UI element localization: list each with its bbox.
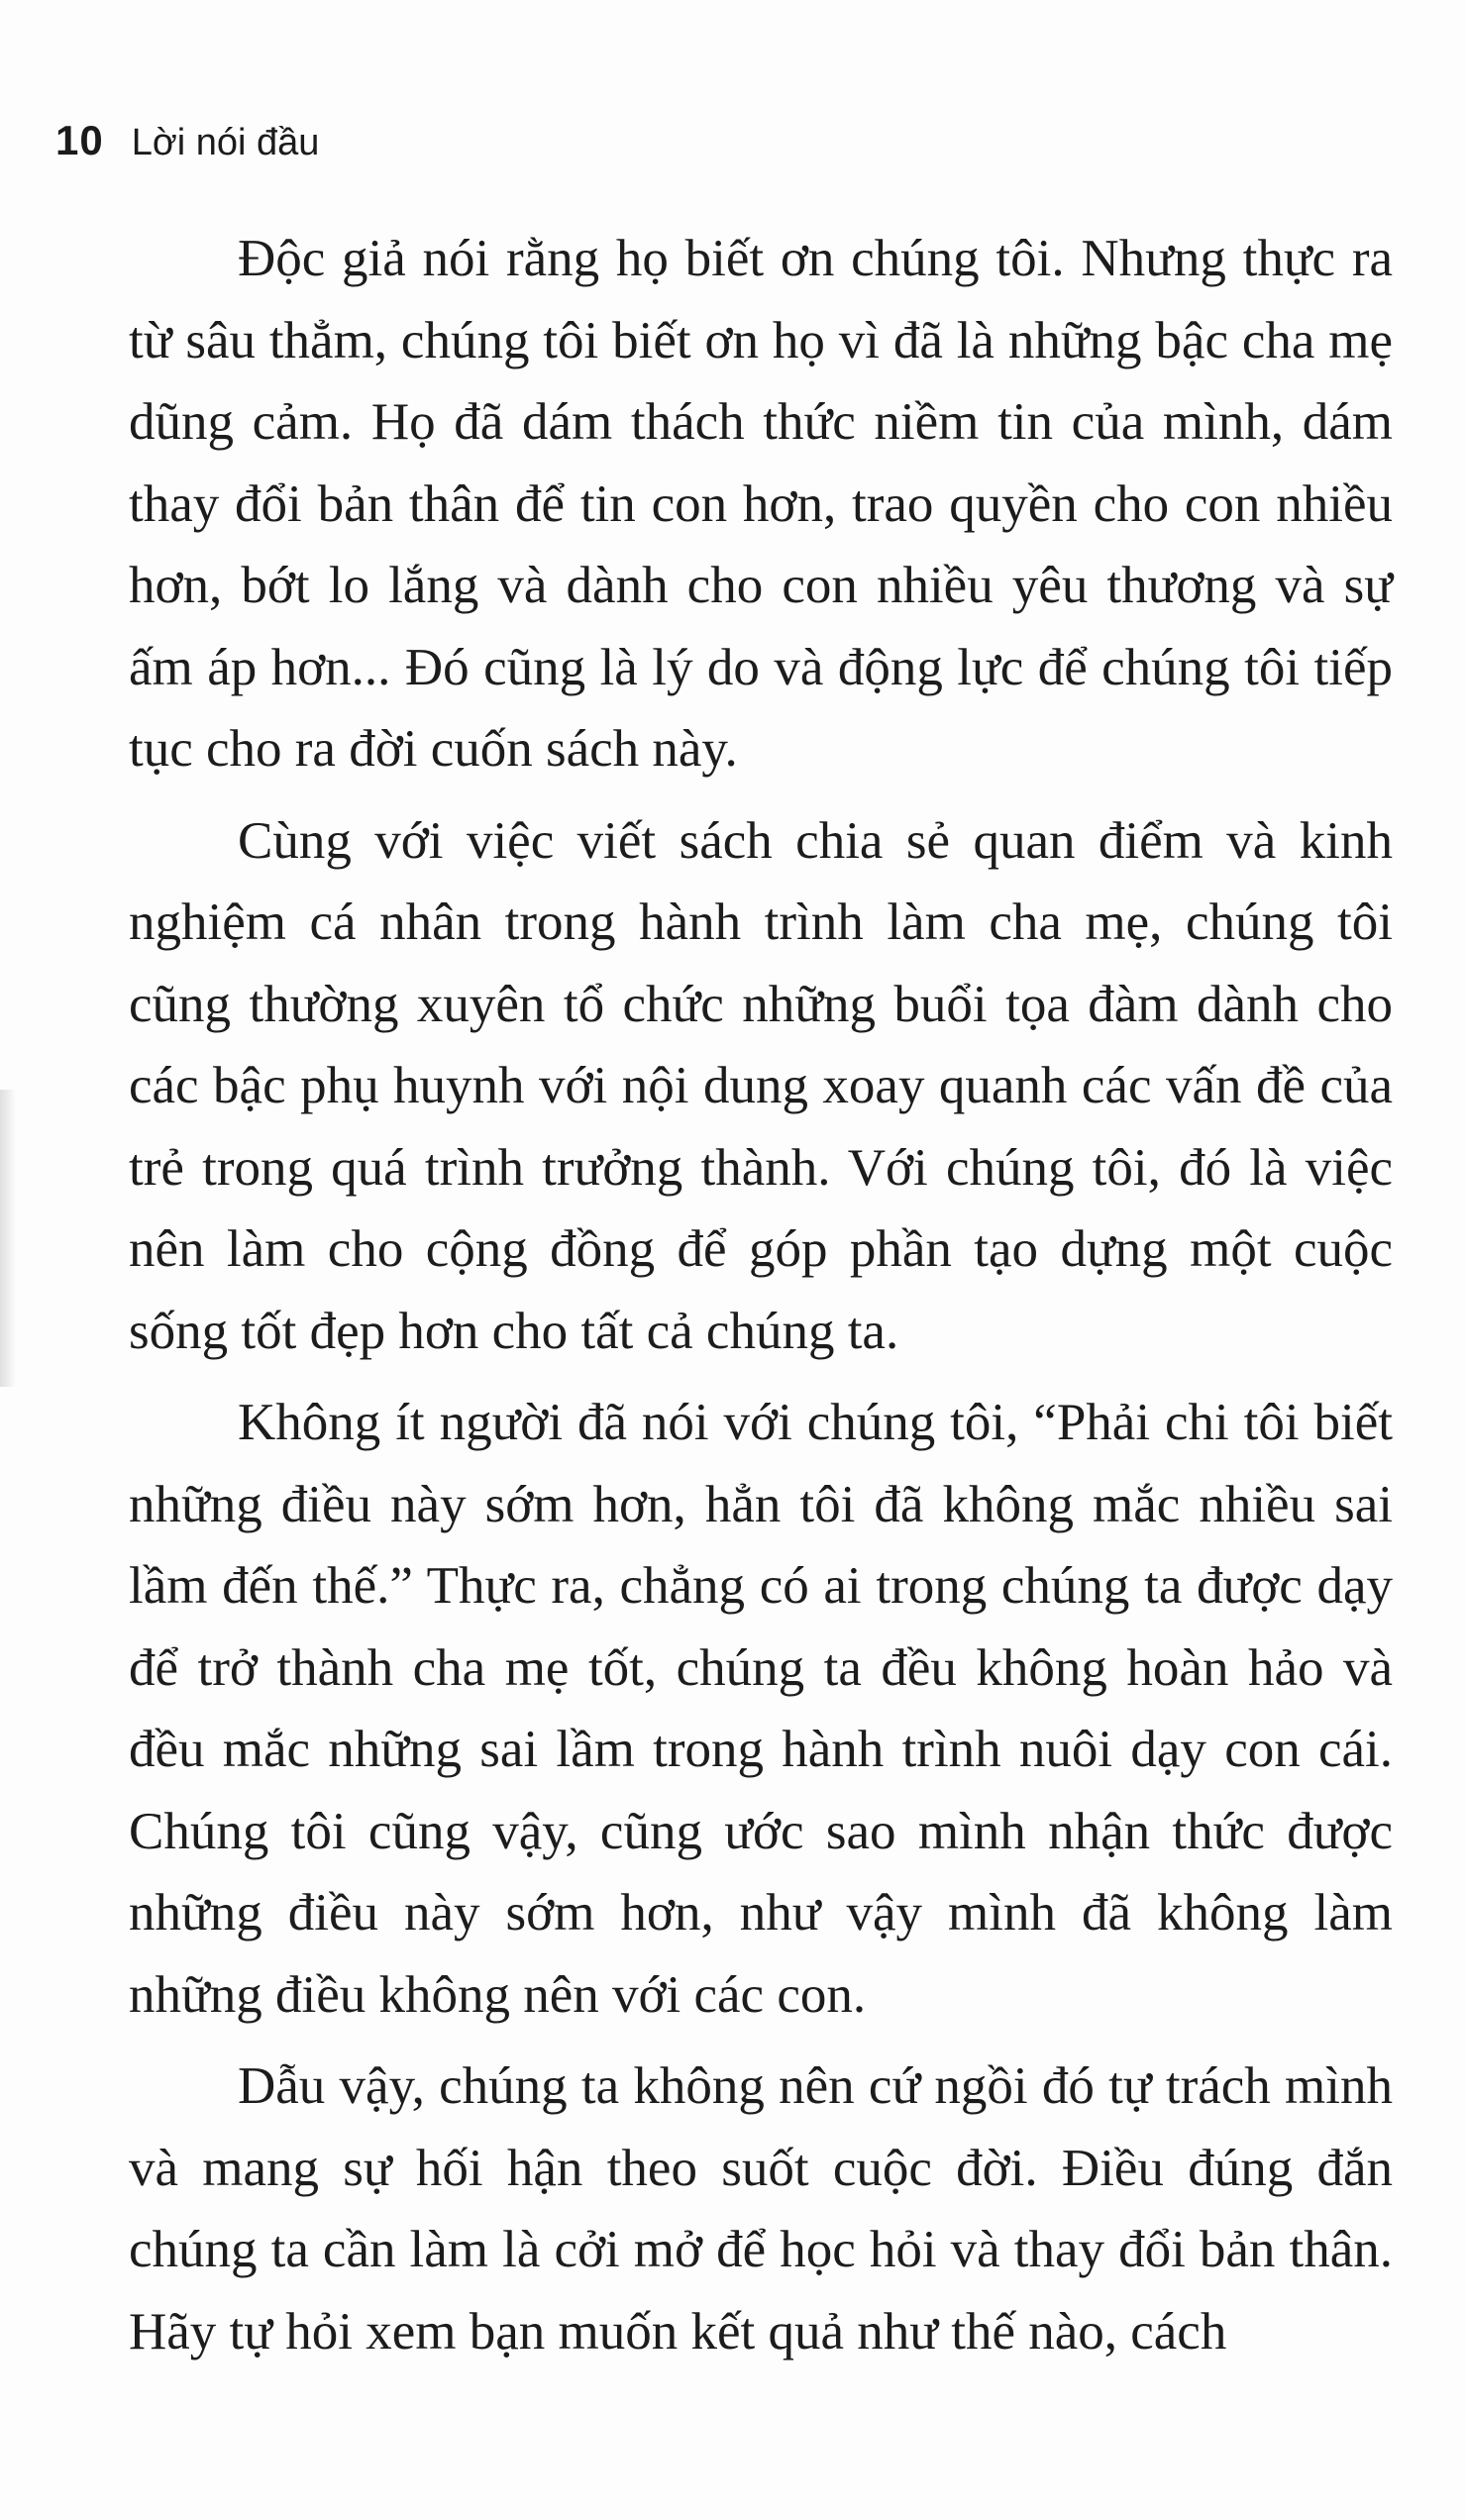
- section-title: Lời nói đầu: [131, 122, 320, 163]
- paragraph: Độc giả nói rằng họ biết ơn chúng tôi. Nhưng thực ra từ sâu thẳm, chúng tôi biết ơn họ vì đã là những bậc cha mẹ dũng cảm. Họ đã dám thách thức niềm tin của mình, dám thay đổi bản thân để tin con hơn, trao quyền cho con nhiều hơn, bớt lo lắng và dành cho con nhiều yêu thương và sự ấm áp hơn... Đó cũng là lý do và động lực để chúng tôi tiếp tục cho ra đời cuốn sách này.: [129, 230, 1393, 778]
- body-text: [129, 218, 1393, 2382]
- page-edge-shadow: [0, 1090, 16, 1387]
- paragraph: Dẫu vậy, chúng ta không nên cứ ngồi đó tự trách mình và mang sự hối hận theo suốt cuộc đời. Điều đúng đắn chúng ta cần làm là cởi mở để học hỏi và thay đổi bản thân. Hãy tự hỏi xem bạn muốn kết quả như thế nào, cách: [129, 2057, 1393, 2361]
- page-number: 10: [55, 117, 104, 163]
- paragraph: Không ít người đã nói với chúng tôi, “Phải chi tôi biết những điều này sớm hơn, hẳn tôi đã không mắc nhiều sai lầm đến thế.” Thực ra, chẳng có ai trong chúng ta được dạy để trở thành cha mẹ tốt, chúng ta đều không hoàn hảo và đều mắc những sai lầm trong hành trình nuôi dạy con cái. Chúng tôi cũng vậy, cũng ước sao mình nhận thức được những điều này sớm hơn, như vậy mình đã không làm những điều không nên với các con.: [129, 1394, 1393, 2024]
- page-header: [55, 117, 319, 164]
- paragraph: Cùng với việc viết sách chia sẻ quan điểm và kinh nghiệm cá nhân trong hành trình làm cha mẹ, chúng tôi cũng thường xuyên tổ chức những buổi tọa đàm dành cho các bậc phụ huynh với nội dung xoay quanh các vấn đề của trẻ trong quá trình trưởng thành. Với chúng tôi, đó là việc nên làm cho cộng đồng để góp phần tạo dựng một cuộc sống tốt đẹp hơn cho tất cả chúng ta.: [129, 811, 1393, 1360]
